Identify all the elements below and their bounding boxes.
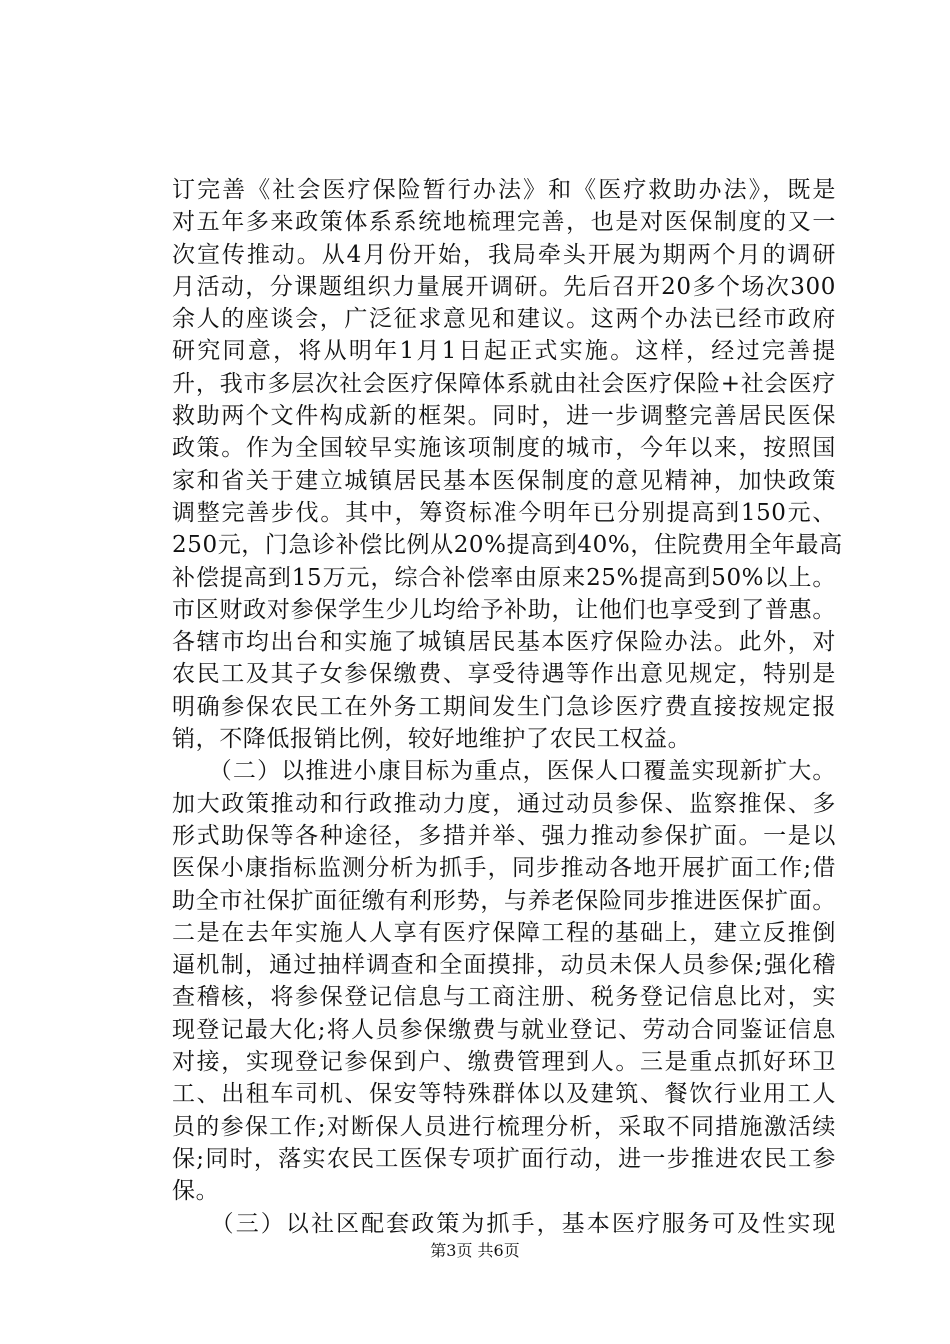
text-line: 农民工及其子女参保缴费、享受待遇等作出意见规定，特别是	[172, 661, 836, 688]
text-line: 调整完善步伐。其中，筹资标准今明年已分别提高到150元、	[172, 499, 836, 526]
text-line: 工、出租车司机、保安等特殊群体以及建筑、餐饮行业用工人	[172, 1081, 836, 1108]
text-line: 研究同意，将从明年1月1日起正式实施。这样，经过完善提	[172, 338, 836, 365]
page-footer: 第3页 共6页	[430, 1241, 520, 1260]
text-line: 订完善《社会医疗保险暂行办法》和《医疗救助办法》，既是	[172, 177, 836, 203]
text-line: 升，我市多层次社会医疗保障体系就由社会医疗保险+社会医疗	[172, 370, 836, 397]
text-line: 销，不降低报销比例，较好地维护了农民工权益。	[172, 726, 692, 753]
text-line: 政策。作为全国较早实施该项制度的城市，今年以来，按照国	[172, 435, 836, 462]
text-line: 月活动，分课题组织力量展开调研。先后召开20多个场次300	[172, 273, 836, 300]
text-line: （三）以社区配套政策为抓手，基本医疗服务可及性实现	[172, 1210, 836, 1237]
text-line: 250元，门急诊补偿比例从20%提高到40%，住院费用全年最高	[172, 532, 843, 559]
text-line: 保;同时，落实农民工医保专项扩面行动，进一步推进农民工参	[172, 1145, 836, 1172]
text-line: 市区财政对参保学生少儿均给予补助，让他们也享受到了普惠。	[172, 596, 836, 623]
text-line: 查稽核，将参保登记信息与工商注册、税务登记信息比对，实	[172, 984, 836, 1011]
text-line: 形式助保等各种途径，多措并举、强力推动参保扩面。一是以	[172, 822, 836, 849]
text-line: 医保小康指标监测分析为抓手，同步推动各地开展扩面工作;借	[172, 855, 836, 882]
text-line: 家和省关于建立城镇居民基本医保制度的意见精神，加快政策	[172, 467, 836, 494]
text-line: 加大政策推动和行政推动力度，通过动员参保、监察推保、多	[172, 790, 836, 817]
text-line: 余人的座谈会，广泛征求意见和建议。这两个办法已经市政府	[172, 306, 836, 333]
text-line: 各辖市均出台和实施了城镇居民基本医疗保险办法。此外，对	[172, 629, 836, 656]
text-line: 明确参保农民工在外务工期间发生门急诊医疗费直接按规定报	[172, 693, 836, 720]
text-line: 补偿提高到15万元，综合补偿率由原来25%提高到50%以上。	[172, 564, 836, 591]
text-line: 逼机制，通过抽样调查和全面摸排，动员未保人员参保;强化稽	[172, 952, 836, 979]
text-line: 救助两个文件构成新的框架。同时，进一步调整完善居民医保	[172, 403, 836, 430]
text-line: 现登记最大化;将人员参保缴费与就业登记、劳动合同鉴证信息	[172, 1016, 836, 1043]
text-line: （二）以推进小康目标为重点，医保人口覆盖实现新扩大。	[172, 758, 836, 785]
text-line: 助全市社保扩面征缴有利形势，与养老保险同步推进医保扩面。	[172, 887, 836, 914]
text-line: 保。	[172, 1178, 220, 1205]
text-line: 对五年多来政策体系系统地梳理完善，也是对医保制度的又一	[172, 209, 836, 236]
body-text	[172, 174, 843, 1240]
text-line: 对接，实现登记参保到户、缴费管理到人。三是重点抓好环卫	[172, 1049, 836, 1076]
text-line: 次宣传推动。从4月份开始，我局牵头开展为期两个月的调研	[172, 241, 836, 268]
text-line: 员的参保工作;对断保人员进行梳理分析，采取不同措施激活续	[172, 1113, 836, 1140]
text-line: 二是在去年实施人人享有医疗保障工程的基础上，建立反推倒	[172, 919, 836, 946]
